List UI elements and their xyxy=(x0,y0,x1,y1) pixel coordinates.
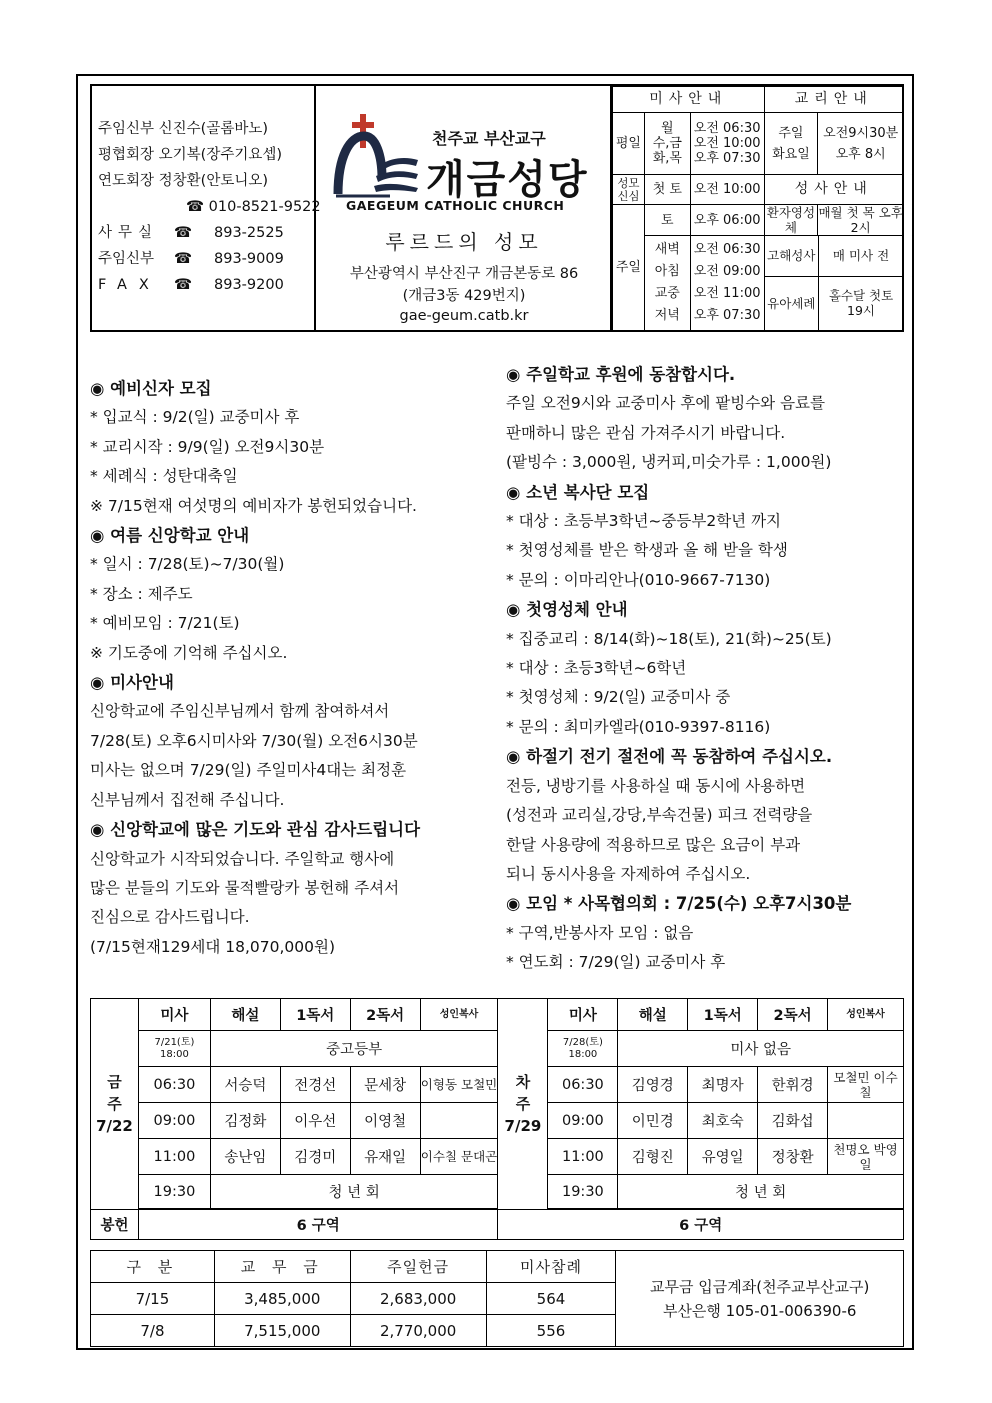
offering-next-week: 6 구역 xyxy=(498,1210,904,1240)
phone-office: 사무실 ☎ 893-2525 xyxy=(98,220,314,246)
list-item: * 문의 : 이마리안나(010-9667-7130) xyxy=(506,570,771,589)
church-name: 개금성당 xyxy=(426,157,589,203)
phone-pastor: 주임신부 ☎ 893-9009 xyxy=(98,246,314,272)
list-item: 판매하니 많은 관심 가져주시기 바랍니다. xyxy=(506,423,786,442)
staff-phone: 010-8521-9522 xyxy=(208,199,321,215)
doctrine-info-title: 교리안내 xyxy=(764,87,903,113)
church-identity xyxy=(316,86,612,330)
sacrament-info-title: 성사안내 xyxy=(764,175,903,205)
weekday-label: 평일 xyxy=(613,113,645,175)
doctrine-days: 주일 화요일 xyxy=(764,113,818,175)
list-item: * 첫영성체를 받은 학생과 올 해 받을 학생 xyxy=(506,541,788,560)
sunday-label: 주일 xyxy=(613,205,645,331)
patron-saint: 루르드의 성모 xyxy=(385,230,543,254)
sacrament-when-sick: 매월 첫 목 오후 2시 xyxy=(818,205,903,235)
next-week-label: 차 주 7/29 xyxy=(498,999,548,1210)
sacrament-when-confession: 매 미사 전 xyxy=(819,236,903,276)
list-item: 신앙학교가 시작되었습니다. 주일학교 행사에 xyxy=(90,849,395,868)
first-saturday-day: 첫 토 xyxy=(644,175,690,205)
list-item: 신앙학교에 주임신부님께서 함께 참여하셔서 xyxy=(90,702,390,721)
this-week-label: 금 주 7/22 xyxy=(91,999,139,1210)
address-line1: 부산광역시 부산진구 개금본동로 86 xyxy=(349,266,579,282)
doctrine-times: 오전9시30분 오후 8시 xyxy=(818,113,904,175)
list-item: 되니 동시사용을 자제하여 주십시오. xyxy=(506,864,751,883)
diocese-name: 천주교 부산교구 xyxy=(432,129,546,148)
table-row: 7/8 7,515,000 2,770,000 556 xyxy=(91,1315,904,1347)
first-saturday-label: 성모신심 xyxy=(613,175,645,205)
weekday-days: 월 수,금 화,목 xyxy=(644,113,690,175)
list-item: * 세례식 : 성탄대축일 xyxy=(90,467,238,486)
finance-table: 구 분 교 무 금 주일헌금 미사참례 교무금 입금계좌(천주교부산교구) 부산은행 105-01-006390-6 7/15 3,485,000 2,683,000 564 7/8 7,515,000 2,770,000 556 xyxy=(90,1250,904,1347)
list-item: ※ 7/15현재 여섯명의 예비자가 봉헌되었습니다. xyxy=(90,496,417,515)
sacrament-name-sick: 환자영성체 xyxy=(764,205,818,236)
bulletin-header xyxy=(90,84,904,332)
list-item: * 문의 : 최미카엘라(010-9397-8116) xyxy=(506,717,771,736)
list-item: * 일시 : 7/28(토)~7/30(월) xyxy=(90,555,285,574)
list-item: * 입교식 : 9/2(일) 교중미사 후 xyxy=(90,408,300,427)
staff-yeondo-president: 연도회장 정창환(안토니오) xyxy=(98,173,268,189)
service-info xyxy=(612,86,904,330)
list-item: * 대상 : 초등3학년~6학년 xyxy=(506,659,687,678)
section-heading: ◉ 모임 * 사목협의회 : 7/25(수) 오후7시30분 xyxy=(506,894,852,914)
list-item: 주일 오전9시와 교중미사 후에 팥빙수와 음료를 xyxy=(506,394,825,413)
this-sat-time: 7/21(토) 18:00 xyxy=(138,1031,210,1067)
list-item: 많은 분들의 기도와 물적빨랑카 봉헌해 주셔서 xyxy=(90,878,400,897)
list-item: * 예비모임 : 7/21(토) xyxy=(90,614,240,633)
list-item: 미사는 없으며 7/29(일) 주일미사4대는 최정훈 xyxy=(90,761,407,780)
list-item: 신부님께서 집전해 주십니다. xyxy=(90,790,285,809)
list-item: 진심으로 감사드립니다. xyxy=(90,908,250,927)
section-heading: ◉ 주일학교 후원에 동참합시다. xyxy=(506,365,736,384)
list-item: (팥빙수 : 3,000원, 냉커피,미숫가루 : 1,000원) xyxy=(506,453,832,472)
liturgy-roles-table: 금 주 7/22 미사 해설 1독서 2독서 성인복사 차 주 7/29 미사 해설 1독서 2독서 성인복사 7/21(토) 18:00 중고등부 7/28(토) 18:00 미사 없음 06:30 서승덕 전경선 문세창 이형동 모철민 06:30 김영경 최명자 한휘경 모철민 이수칠 09:00 김정화 이우선 이영철 09:00 이민경 최호숙 김화섭 11:00 송난임 김경미 유재일 이수칠 문대곤 11:00 김형진 유영일 정창환 천명오 박영일 19:30 청 년 회 19:30 청 년 회 봉헌 6 구역 6 구역 xyxy=(90,998,904,1240)
table-row: 06:30 서승덕 전경선 문세창 이형동 모철민 06:30 김영경 최명자 한휘경 모철민 이수칠 xyxy=(91,1067,904,1103)
table-row: 11:00 송난임 김경미 유재일 이수칠 문대곤 11:00 김형진 유영일 정창환 천명오 박영일 xyxy=(91,1139,904,1175)
section-heading: ◉ 소년 복사단 모집 xyxy=(506,482,650,502)
phone-icon: ☎ xyxy=(174,277,193,293)
offering-label: 봉헌 xyxy=(91,1210,139,1240)
sacrament-name-baptism: 유아세례 xyxy=(765,276,819,330)
church-logo-icon xyxy=(330,96,420,206)
staff-contacts xyxy=(92,86,321,330)
sacrament-when-baptism: 홀수달 첫토 19시 xyxy=(828,288,894,319)
saturday-day: 토 xyxy=(644,205,690,236)
website-link[interactable]: gae-geum.catb.kr xyxy=(399,308,529,324)
saturday-time: 오후 06:00 xyxy=(690,205,764,236)
list-item: * 대상 : 초등부3학년~중등부2학년 까지 xyxy=(506,512,782,531)
list-item: 전등, 냉방기를 사용하실 때 동시에 사용하면 xyxy=(506,776,806,795)
first-saturday-time: 오전 10:00 xyxy=(690,175,764,205)
staff-council-president: 평협회장 오기복(장주기요셉) xyxy=(98,147,283,163)
offering-row xyxy=(91,1210,904,1240)
this-sat-note: 중고등부 xyxy=(210,1031,498,1067)
list-item: * 집중교리 : 8/14(화)~18(토), 21(화)~25(토) xyxy=(506,629,832,648)
table-row: 19:30 청 년 회 19:30 청 년 회 xyxy=(91,1175,904,1209)
list-item: (성전과 교리실,강당,부속건물) 피크 전력량을 xyxy=(506,806,813,825)
offering-this-week: 6 구역 xyxy=(138,1210,497,1240)
list-item: ※ 기도중에 기억해 주십시오. xyxy=(90,643,288,662)
sacrament-rows xyxy=(764,236,903,331)
list-item: * 연도회 : 7/29(일) 교중미사 후 xyxy=(506,953,726,972)
weekday-times: 오전 06:30 오전 10:00 오후 07:30 xyxy=(690,113,764,175)
list-item: 7/28(토) 오후6시미사와 7/30(월) 오전6시30분 xyxy=(90,731,418,750)
phone-icon: ☎ xyxy=(186,199,205,215)
phone-icon: ☎ xyxy=(174,225,193,241)
list-item: * 장소 : 제주도 xyxy=(90,584,193,603)
mass-info-title: 미사안내 xyxy=(613,87,765,113)
address-line2: (개금3동 429번지) xyxy=(402,288,526,304)
right-column xyxy=(506,360,910,978)
mass-schedule-table xyxy=(612,86,904,331)
list-item: * 구역,반봉사자 모임 : 없음 xyxy=(506,923,694,942)
account-info: 교무금 입금계좌(천주교부산교구) 부산은행 105-01-006390-6 xyxy=(616,1251,904,1347)
section-heading: ◉ 하절기 전기 절전에 꼭 동참하여 주십시오. xyxy=(506,747,833,767)
list-item: * 첫영성체 : 9/2(일) 교중미사 중 xyxy=(506,688,731,707)
list-item: 한달 사용량에 적용하므로 많은 요금이 부과 xyxy=(506,835,801,854)
next-sat-note: 미사 없음 xyxy=(618,1031,904,1067)
church-name-english: GAEGEUM CATHOLIC CHURCH xyxy=(346,198,565,213)
table-row: 09:00 김정화 이우선 이영철 09:00 이민경 최호숙 김화섭 xyxy=(91,1103,904,1139)
section-heading: ◉ 첫영성체 안내 xyxy=(506,600,628,620)
left-column xyxy=(90,374,490,962)
staff-pastor: 주임신부 신진수(골롬바노) xyxy=(98,121,268,137)
phone-fax: FAX ☎ 893-9200 xyxy=(98,272,314,298)
section-heading: ◉ 예비신자 모집 xyxy=(90,379,212,398)
section-heading: ◉ 미사안내 xyxy=(90,673,174,693)
phone-icon: ☎ xyxy=(174,251,193,267)
sunday-mass-times: 오전 06:30 오전 09:00 오전 11:00 오후 07:30 xyxy=(690,236,764,331)
sacrament-name-confession: 고해성사 xyxy=(765,236,819,276)
staff-phone-row xyxy=(98,194,321,220)
section-heading: ◉ 여름 신앙학교 안내 xyxy=(90,526,250,546)
list-item: (7/15현재129세대 18,070,000원) xyxy=(90,937,336,956)
sunday-mass-names: 새벽 아침 교중 저녁 xyxy=(644,236,690,331)
section-heading: ◉ 신앙학교에 많은 기도와 관심 감사드립니다 xyxy=(90,820,421,840)
bulletin-page xyxy=(76,74,914,1350)
next-sat-time: 7/28(토) 18:00 xyxy=(548,1031,618,1067)
list-item: * 교리시작 : 9/9(일) 오전9시30분 xyxy=(90,437,325,456)
table-row: 7/15 3,485,000 2,683,000 564 xyxy=(91,1283,904,1315)
